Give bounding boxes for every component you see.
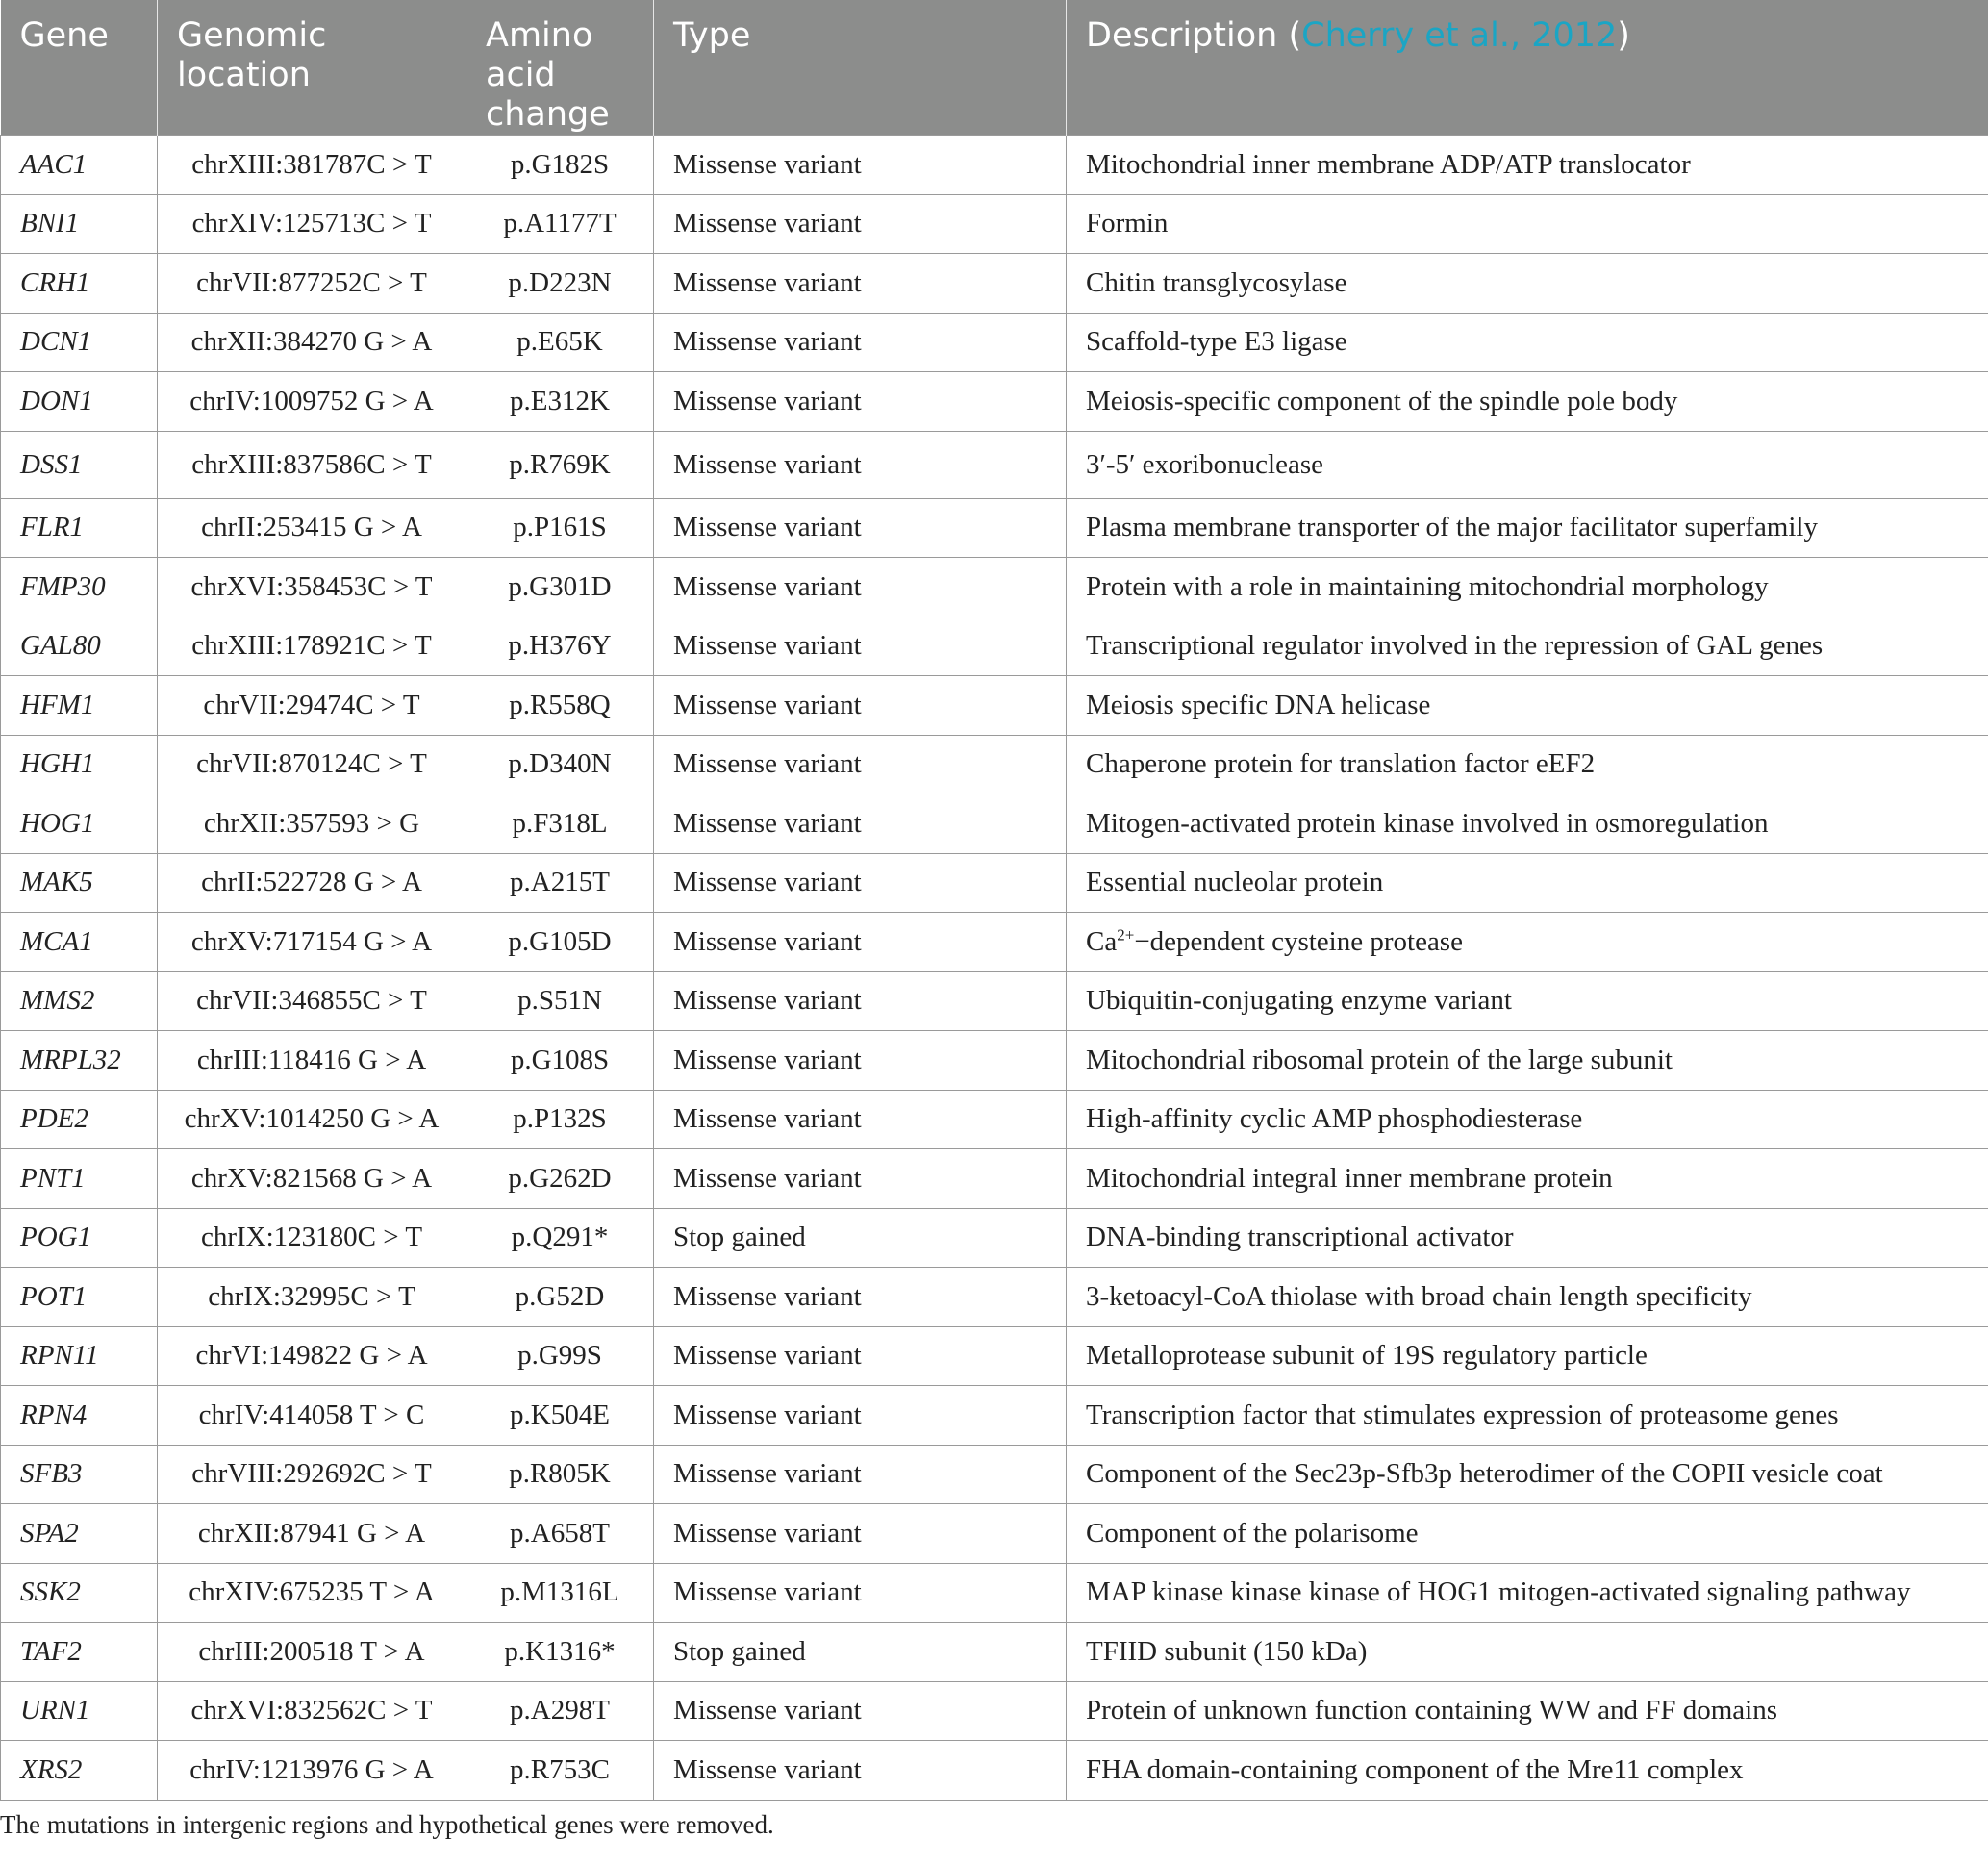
header-description-label: Description (: [1086, 16, 1302, 55]
gene-cell: DCN1: [1, 313, 158, 372]
gene-cell: DON1: [1, 372, 158, 432]
amino-acid-change-cell: p.P161S: [466, 498, 654, 558]
amino-acid-change-cell: p.K504E: [466, 1386, 654, 1446]
amino-acid-change-cell: p.A298T: [466, 1681, 654, 1741]
table-row: [1, 794, 1988, 854]
gene-cell: BNI1: [1, 194, 158, 254]
amino-acid-change-cell: p.G105D: [466, 913, 654, 972]
amino-acid-change-cell: p.G99S: [466, 1326, 654, 1386]
gene-cell: POG1: [1, 1208, 158, 1268]
type-cell: Missense variant: [654, 498, 1067, 558]
description-cell: Meiosis-specific component of the spindle pole body: [1067, 372, 1988, 432]
description-cell: Transcription factor that stimulates expression of proteasome genes: [1067, 1386, 1988, 1446]
type-cell: Missense variant: [654, 1445, 1067, 1504]
amino-acid-change-cell: p.A658T: [466, 1504, 654, 1564]
description-cell: Component of the polarisome: [1067, 1504, 1988, 1564]
genomic-location-cell: chrVII:877252C > T: [158, 254, 466, 314]
table-row: [1, 136, 1988, 195]
description-cell: Metalloprotease subunit of 19S regulatory particle: [1067, 1326, 1988, 1386]
amino-acid-change-cell: p.G182S: [466, 136, 654, 195]
table-row: [1, 1741, 1988, 1801]
gene-cell: TAF2: [1, 1623, 158, 1682]
table-row: [1, 1563, 1988, 1623]
amino-acid-change-cell: p.G108S: [466, 1031, 654, 1091]
genomic-location-cell: chrXIII:837586C > T: [158, 431, 466, 498]
amino-acid-change-cell: p.Q291*: [466, 1208, 654, 1268]
header-gene: Gene: [1, 0, 158, 136]
genomic-location-cell: chrXV:821568 G > A: [158, 1149, 466, 1209]
description-cell: 3′-5′ exoribonuclease: [1067, 431, 1988, 498]
type-cell: Missense variant: [654, 794, 1067, 854]
description-cell: Mitochondrial ribosomal protein of the large subunit: [1067, 1031, 1988, 1091]
gene-cell: PDE2: [1, 1090, 158, 1149]
description-cell: Protein of unknown function containing WW and FF domains: [1067, 1681, 1988, 1741]
amino-acid-change-cell: p.E65K: [466, 313, 654, 372]
table-row: [1, 971, 1988, 1031]
table-row: [1, 676, 1988, 736]
genomic-location-cell: chrXII:384270 G > A: [158, 313, 466, 372]
type-cell: Missense variant: [654, 735, 1067, 794]
genomic-location-cell: chrXII:87941 G > A: [158, 1504, 466, 1564]
table-row: [1, 558, 1988, 617]
amino-acid-change-cell: p.S51N: [466, 971, 654, 1031]
amino-acid-change-cell: p.A215T: [466, 853, 654, 913]
genomic-location-cell: chrVIII:292692C > T: [158, 1445, 466, 1504]
table-row: [1, 1504, 1988, 1564]
genomic-location-cell: chrII:522728 G > A: [158, 853, 466, 913]
type-cell: Stop gained: [654, 1623, 1067, 1682]
type-cell: Missense variant: [654, 1504, 1067, 1564]
type-cell: Missense variant: [654, 971, 1067, 1031]
type-cell: Missense variant: [654, 1681, 1067, 1741]
type-cell: Missense variant: [654, 431, 1067, 498]
description-cell: DNA-binding transcriptional activator: [1067, 1208, 1988, 1268]
table-row: [1, 431, 1988, 498]
table-row: [1, 1386, 1988, 1446]
gene-cell: MMS2: [1, 971, 158, 1031]
amino-acid-change-cell: p.G301D: [466, 558, 654, 617]
genomic-location-cell: chrXIV:125713C > T: [158, 194, 466, 254]
description-cell: Mitochondrial integral inner membrane protein: [1067, 1149, 1988, 1209]
table-row: [1, 194, 1988, 254]
genomic-location-cell: chrIX:32995C > T: [158, 1268, 466, 1327]
description-cell: Chaperone protein for translation factor eEF2: [1067, 735, 1988, 794]
table-header: [1, 0, 1988, 136]
gene-cell: RPN11: [1, 1326, 158, 1386]
description-cell: [1067, 913, 1988, 972]
gene-cell: GAL80: [1, 617, 158, 676]
table-row: [1, 1681, 1988, 1741]
type-cell: Missense variant: [654, 913, 1067, 972]
type-cell: Missense variant: [654, 1031, 1067, 1091]
amino-acid-change-cell: p.R558Q: [466, 676, 654, 736]
type-cell: Missense variant: [654, 1386, 1067, 1446]
description-cell: Essential nucleolar protein: [1067, 853, 1988, 913]
table-row: [1, 1090, 1988, 1149]
table-row: [1, 372, 1988, 432]
type-cell: Missense variant: [654, 313, 1067, 372]
type-cell: Missense variant: [654, 1741, 1067, 1801]
gene-cell: PNT1: [1, 1149, 158, 1209]
header-row: [1, 0, 1988, 136]
genomic-location-cell: chrIII:200518 T > A: [158, 1623, 466, 1682]
type-cell: Missense variant: [654, 1090, 1067, 1149]
type-cell: Missense variant: [654, 853, 1067, 913]
header-description: [1067, 0, 1988, 136]
gene-cell: SPA2: [1, 1504, 158, 1564]
gene-cell: HFM1: [1, 676, 158, 736]
table-footnote: The mutations in intergenic regions and hypothetical genes were removed.: [0, 1809, 774, 1839]
header-description-close: ): [1617, 16, 1630, 55]
gene-cell: MCA1: [1, 913, 158, 972]
table-body: [1, 136, 1988, 1801]
type-cell: Missense variant: [654, 372, 1067, 432]
type-cell: Missense variant: [654, 1149, 1067, 1209]
type-cell: Missense variant: [654, 1563, 1067, 1623]
description-cell: Formin: [1067, 194, 1988, 254]
description-cell: Component of the Sec23p-Sfb3p heterodimer of the COPII vesicle coat: [1067, 1445, 1988, 1504]
table-row: [1, 617, 1988, 676]
amino-acid-change-cell: p.F318L: [466, 794, 654, 854]
header-amino-acid-change: Amino acid change: [466, 0, 654, 136]
table-row: [1, 254, 1988, 314]
description-cell: MAP kinase kinase kinase of HOG1 mitogen-activated signaling pathway: [1067, 1563, 1988, 1623]
genomic-location-cell: chrIII:118416 G > A: [158, 1031, 466, 1091]
genomic-location-cell: chrII:253415 G > A: [158, 498, 466, 558]
amino-acid-change-cell: p.E312K: [466, 372, 654, 432]
table-row: [1, 313, 1988, 372]
table-row: [1, 1268, 1988, 1327]
amino-acid-change-cell: p.R769K: [466, 431, 654, 498]
genomic-location-cell: chrXIV:675235 T > A: [158, 1563, 466, 1623]
genomic-location-cell: chrVI:149822 G > A: [158, 1326, 466, 1386]
table-row: [1, 853, 1988, 913]
table-row: [1, 1445, 1988, 1504]
amino-acid-change-cell: p.D223N: [466, 254, 654, 314]
table-row: [1, 498, 1988, 558]
gene-cell: MRPL32: [1, 1031, 158, 1091]
description-cell: Transcriptional regulator involved in the repression of GAL genes: [1067, 617, 1988, 676]
description-cell: Protein with a role in maintaining mitochondrial morphology: [1067, 558, 1988, 617]
type-cell: Missense variant: [654, 136, 1067, 195]
genomic-location-cell: chrXVI:832562C > T: [158, 1681, 466, 1741]
amino-acid-change-cell: p.H376Y: [466, 617, 654, 676]
type-cell: Missense variant: [654, 1326, 1067, 1386]
type-cell: Missense variant: [654, 558, 1067, 617]
gene-cell: SFB3: [1, 1445, 158, 1504]
description-cell: TFIID subunit (150 kDa): [1067, 1623, 1988, 1682]
gene-cell: FMP30: [1, 558, 158, 617]
gene-cell: CRH1: [1, 254, 158, 314]
gene-cell: SSK2: [1, 1563, 158, 1623]
genomic-location-cell: chrVII:346855C > T: [158, 971, 466, 1031]
description-cell: Mitogen-activated protein kinase involved in osmoregulation: [1067, 794, 1988, 854]
header-genomic-location: Genomic location: [158, 0, 466, 136]
table-row: [1, 1623, 1988, 1682]
genomic-location-cell: chrXIII:381787C > T: [158, 136, 466, 195]
amino-acid-change-cell: p.G262D: [466, 1149, 654, 1209]
genomic-location-cell: chrIV:1213976 G > A: [158, 1741, 466, 1801]
citation-link[interactable]: Cherry et al., 2012: [1301, 16, 1618, 55]
description-cell: FHA domain-containing component of the Mre11 complex: [1067, 1741, 1988, 1801]
amino-acid-change-cell: p.K1316*: [466, 1623, 654, 1682]
type-cell: Missense variant: [654, 676, 1067, 736]
genomic-location-cell: chrXVI:358453C > T: [158, 558, 466, 617]
gene-cell: POT1: [1, 1268, 158, 1327]
description-cell: Mitochondrial inner membrane ADP/ATP translocator: [1067, 136, 1988, 195]
type-cell: Missense variant: [654, 1268, 1067, 1327]
description-cell: Meiosis specific DNA helicase: [1067, 676, 1988, 736]
type-cell: Missense variant: [654, 254, 1067, 314]
description-cell: Ubiquitin-conjugating enzyme variant: [1067, 971, 1988, 1031]
description-text: −dependent cysteine protease: [1134, 925, 1463, 957]
gene-cell: XRS2: [1, 1741, 158, 1801]
gene-cell: HGH1: [1, 735, 158, 794]
amino-acid-change-cell: p.R753C: [466, 1741, 654, 1801]
gene-cell: DSS1: [1, 431, 158, 498]
description-cell: High-affinity cyclic AMP phosphodiesterase: [1067, 1090, 1988, 1149]
genomic-location-cell: chrIV:1009752 G > A: [158, 372, 466, 432]
table-row: [1, 1149, 1988, 1209]
genomic-location-cell: chrVII:29474C > T: [158, 676, 466, 736]
table-row: [1, 735, 1988, 794]
genomic-location-cell: chrIV:414058 T > C: [158, 1386, 466, 1446]
genomic-location-cell: chrXV:717154 G > A: [158, 913, 466, 972]
genomic-location-cell: chrXIII:178921C > T: [158, 617, 466, 676]
amino-acid-change-cell: p.P132S: [466, 1090, 654, 1149]
amino-acid-change-cell: p.G52D: [466, 1268, 654, 1327]
description-cell: Scaffold-type E3 ligase: [1067, 313, 1988, 372]
description-cell: Chitin transglycosylase: [1067, 254, 1988, 314]
type-cell: Stop gained: [654, 1208, 1067, 1268]
description-cell: 3-ketoacyl-CoA thiolase with broad chain length specificity: [1067, 1268, 1988, 1327]
gene-cell: RPN4: [1, 1386, 158, 1446]
genomic-location-cell: chrVII:870124C > T: [158, 735, 466, 794]
description-cell: Plasma membrane transporter of the major facilitator superfamily: [1067, 498, 1988, 558]
gene-cell: FLR1: [1, 498, 158, 558]
description-prefix: Ca: [1086, 925, 1118, 957]
header-type: Type: [654, 0, 1067, 136]
gene-cell: URN1: [1, 1681, 158, 1741]
type-cell: Missense variant: [654, 194, 1067, 254]
description-superscript: 2+: [1117, 925, 1135, 945]
table-row: [1, 1208, 1988, 1268]
gene-cell: MAK5: [1, 853, 158, 913]
table-row: [1, 913, 1988, 972]
type-cell: Missense variant: [654, 617, 1067, 676]
genomic-location-cell: chrXV:1014250 G > A: [158, 1090, 466, 1149]
genomic-location-cell: chrXII:357593 > G: [158, 794, 466, 854]
amino-acid-change-cell: p.R805K: [466, 1445, 654, 1504]
table-row: [1, 1326, 1988, 1386]
gene-cell: HOG1: [1, 794, 158, 854]
gene-cell: AAC1: [1, 136, 158, 195]
amino-acid-change-cell: p.M1316L: [466, 1563, 654, 1623]
amino-acid-change-cell: p.A1177T: [466, 194, 654, 254]
genomic-location-cell: chrIX:123180C > T: [158, 1208, 466, 1268]
table-row: [1, 1031, 1988, 1091]
amino-acid-change-cell: p.D340N: [466, 735, 654, 794]
